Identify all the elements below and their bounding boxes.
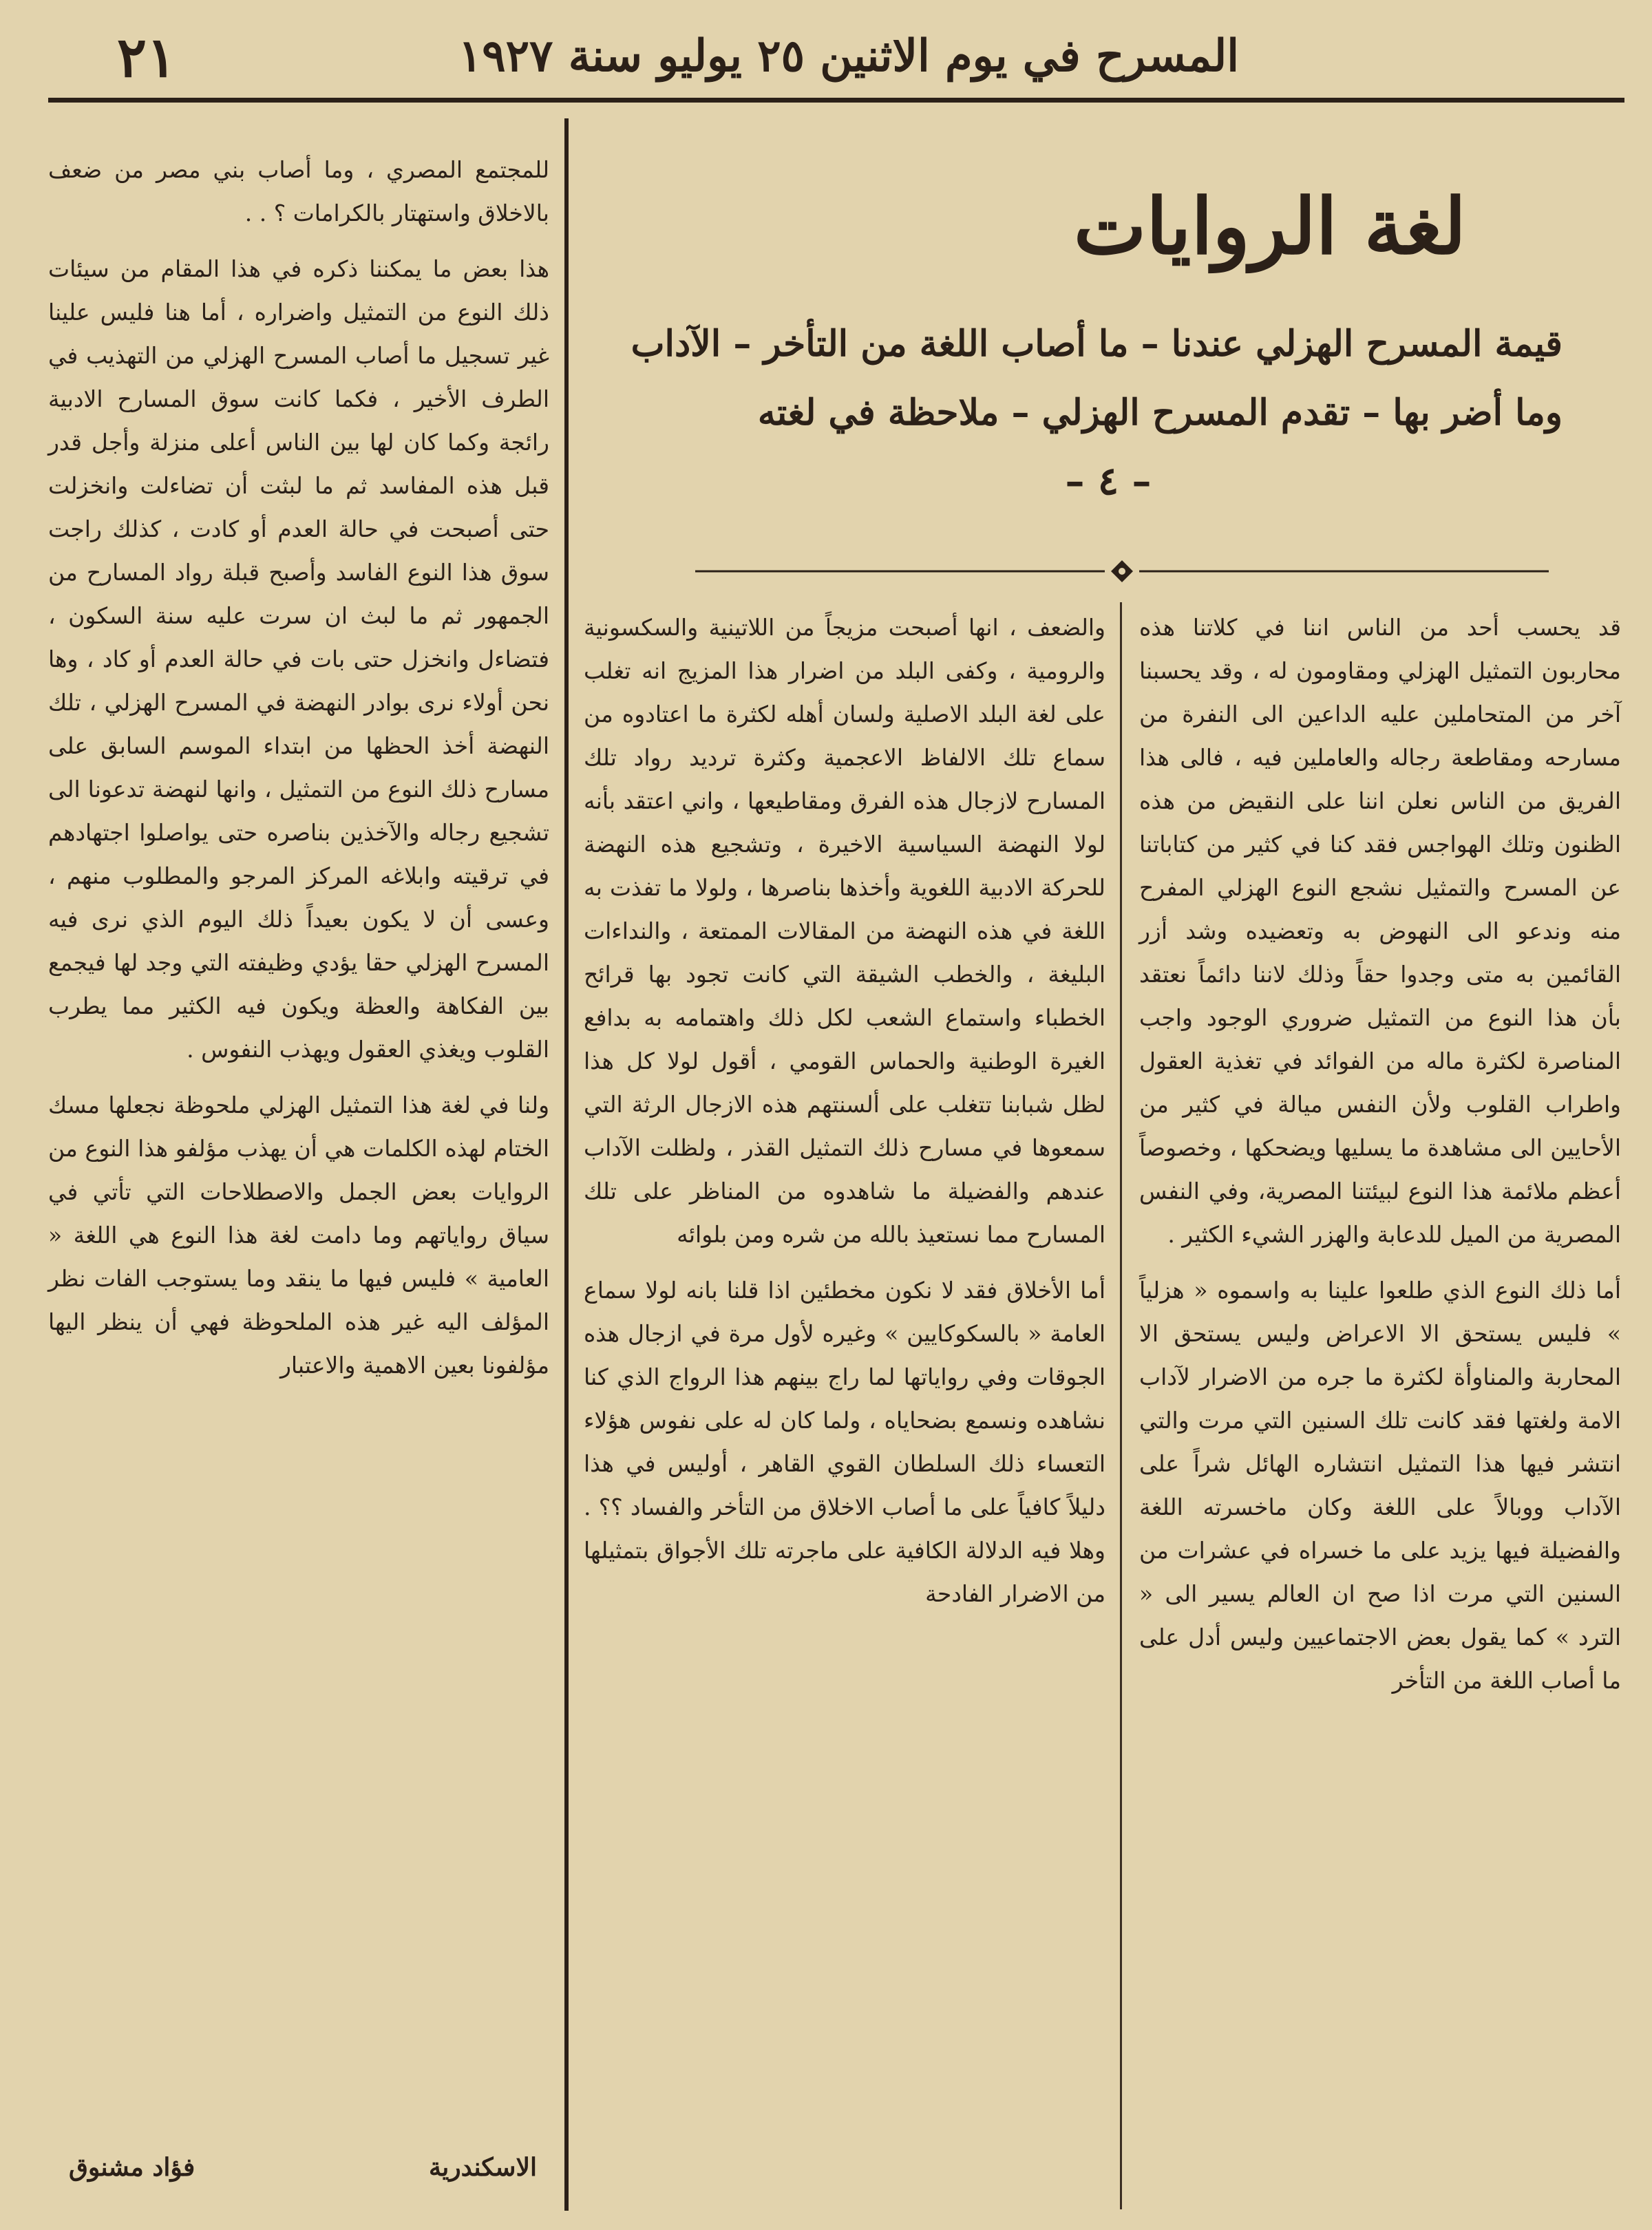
column-divider: [564, 118, 569, 2211]
article-column-left: [48, 148, 549, 1387]
signature-author: فؤاد مشنوق: [69, 2153, 195, 2182]
paragraph: هذا بعض ما يمكننا ذكره في هذا المقام من سيئات ذلك النوع من التمثيل واضراره ، أما هنا فليس علينا غير تسجيل ما أصاب المسرح الهزلي من التهذيب في الطرف الأخير ، فكما كانت سوق المسارح الادبية رائجة وكما كان لها بين الناس أعلى منزلة وأجل قدر قبل هذه المفاسد ثم ما لبثت أن تضاءلت وانخزلت حتى أصبحت في حالة العدم أو كادت ، كذلك راجت سوق هذا النوع الفاسد وأصبح قبلة رواد المسارح من الجمهور ثم ما لبث ان سرت عليه سنة السكون ، فتضاءل وانخزل حتى بات في حالة العدم أو كاد ، وها نحن أولاء نرى بوادر النهضة في المسرح الهزلي ، تلك النهضة أخذ الحظها من ابتداء الموسم السابق على مسارح ذلك النوع من التمثيل ، وانها لنهضة تدعونا الى تشجيع رجاله والآخذين بناصره حتى يواصلوا اجتهادهم في ترقيته وابلاغه المركز المرجو والمطلوب منهم ، وعسى أن لا يكون بعيداً ذلك اليوم الذي نرى فيه المسرح الهزلي حقا يؤدي وظيفته التي وجد لها فيجمع بين الفكاهة والعظة ويكون فيه الكثير مما يطرب القلوب ويغذي العقول ويهذب النفوس .: [48, 255, 549, 1063]
article-column-middle: [584, 606, 1105, 1615]
article-title: لغة الروايات: [1073, 182, 1466, 272]
part-number: – ٤ –: [1065, 458, 1152, 504]
paragraph: ولنا في لغة هذا التمثيل الهزلي ملحوظة نجعلها مسك الختام لهذه الكلمات هي أن يهذب مؤلفو هذا النوع من الروايات بعض الجمل والاصطلاحات التي تأتي في سياق رواياتهم وما دامت لغة هذا النوع هي اللغة « العامية » فليس فيها ما ينقد وما يستوجب الفات نظر المؤلف اليه غير هذه الملحوظة فهي أن ينظر اليها مؤلفونا بعين الاهمية والاعتبار: [48, 1092, 549, 1379]
column-divider-secondary: [1120, 602, 1122, 2209]
article-signature: [69, 2153, 537, 2194]
signature-city: الاسكندرية: [428, 2153, 537, 2182]
running-header: [48, 21, 1624, 96]
article-subtitle-line: وما أضر بها – تقدم المسرح الهزلي – ملاحظة في لغته: [757, 392, 1563, 434]
ornament-divider: [695, 558, 1549, 585]
paragraph: أما ذلك النوع الذي طلعوا علينا به واسموه « هزلياً » فليس يستحق الا الاعراض وليس يستحق الا المحاربة والمناوأة لكثرة ما جره من الاضرار لآداب الامة ولغتها فقد كانت تلك السنين التي مرت والتي انتشر فيها هذا التمثيل انتشاره الهائل شراً على الآداب ووبالاً على اللغة وكان ماخسرته اللغة والفضيلة فيها يزيد على ما خسراه في عشرات من السنين التي مرت اذا صح ان العالم يسير الى « الترد » كما يقول بعض الاجتماعيين وليس أدل على ما أصاب اللغة من التأخر: [1139, 1277, 1621, 1694]
paragraph: والضعف ، انها أصبحت مزيجاً من اللاتينية والسكسونية والرومية ، وكفى البلد من اضرار هذا المزيج انه تغلب على لغة البلد الاصلية ولسان أهله لكثرة ما اعتادوه من سماع تلك الالفاظ الاعجمية وكثرة ترديد رواد تلك المسارح لازجال هذه الفرق ومقاطيعها ، واني اعتقد بأنه لولا النهضة السياسية الاخيرة ، وتشجيع هذه النهضة للحركة الادبية اللغوية وأخذها بناصرها ، ولولا ما تفذت به اللغة في هذه النهضة من المقالات الممتعة ، والنداءات البليغة ، والخطب الشيقة التي كانت تجود بها قرائح الخطباء واستماع الشعب لكل ذلك واهتمامه به بدافع الغيرة الوطنية والحماس القومي ، أقول لولا كل هذا لظل شبابنا تتغلب على ألسنتهم هذه الازجال الرثة التي سمعوها في مسارح ذلك التمثيل القذر ، ولظلت الآداب عندهم والفضيلة ما شاهدوه من المناظر على تلك المسارح مما نستعيذ بالله من شره ومن بلوائه: [584, 614, 1105, 1248]
header-title: المسرح في يوم الاثنين ٢٥ يوليو سنة ١٩٢٧: [458, 30, 1239, 82]
page-number: ٢١: [117, 25, 176, 89]
article-heading: [592, 179, 1624, 504]
paragraph: للمجتمع المصري ، وما أصاب بني مصر من ضعف بالاخلاق واستهتار بالكرامات ؟ . .: [48, 156, 549, 226]
article-column-right: [1139, 606, 1621, 1702]
header-rule: [48, 98, 1624, 103]
article-subtitle-line: قيمة المسرح الهزلي عندنا – ما أصاب اللغة من التأخر – الآداب: [631, 323, 1563, 365]
article-subtitle: [592, 310, 1624, 447]
paragraph: قد يحسب أحد من الناس اننا في كلاتنا هذه محاربون التمثيل الهزلي ومقاومون له ، وقد يحسبنا آخر من المتحاملين عليه الداعين الى النفرة من مسارحه ومقاطعة رجاله والعاملين فيه ، فالى هذا الفريق من الناس نعلن اننا على النقيض من هذه الظنون وتلك الهواجس فقد كنا في كثير من كتاباتنا عن المسرح والتمثيل نشجع النوع الهزلي المفرح منه وندعو الى النهوض به وتعضيده وشد أزر القائمين به متى وجدوا حقاً وذلك لاننا دائماً نعتقد بأن هذا النوع من التمثيل ضروري الوجود واجب المناصرة لكثرة ماله من الفوائد في تغذية العقول واطراب القلوب ولأن النفس ميالة في كثير من الأحايين الى مشاهدة ما يسليها ويضحكها ، وخصوصاً أعظم ملائمة هذا النوع لبيئتنا المصرية، وفي النفس المصرية من الميل للدعابة والهزر الشيء الكثير .: [1139, 614, 1621, 1248]
paragraph: أما الأخلاق فقد لا نكون مخطئين اذا قلنا بانه لولا سماع العامة « بالسكوكايين » وغيره لأول مرة في ازجال هذه الجوقات وفي رواياتها لما راج بينهم هذا الرواج الذي كنا نشاهده ونسمع بضحاياه ، ولما كان له على نفوس هؤلاء التعساء ذلك السلطان القوي القاهر ، أوليس في هذا دليلاً كافياً على ما أصاب الاخلاق من التأخر والفساد ؟؟ . وهلا فيه الدلالة الكافية على ماجرته تلك الأجواق بتمثيلها من الاضرار الفادحة: [584, 1277, 1105, 1607]
